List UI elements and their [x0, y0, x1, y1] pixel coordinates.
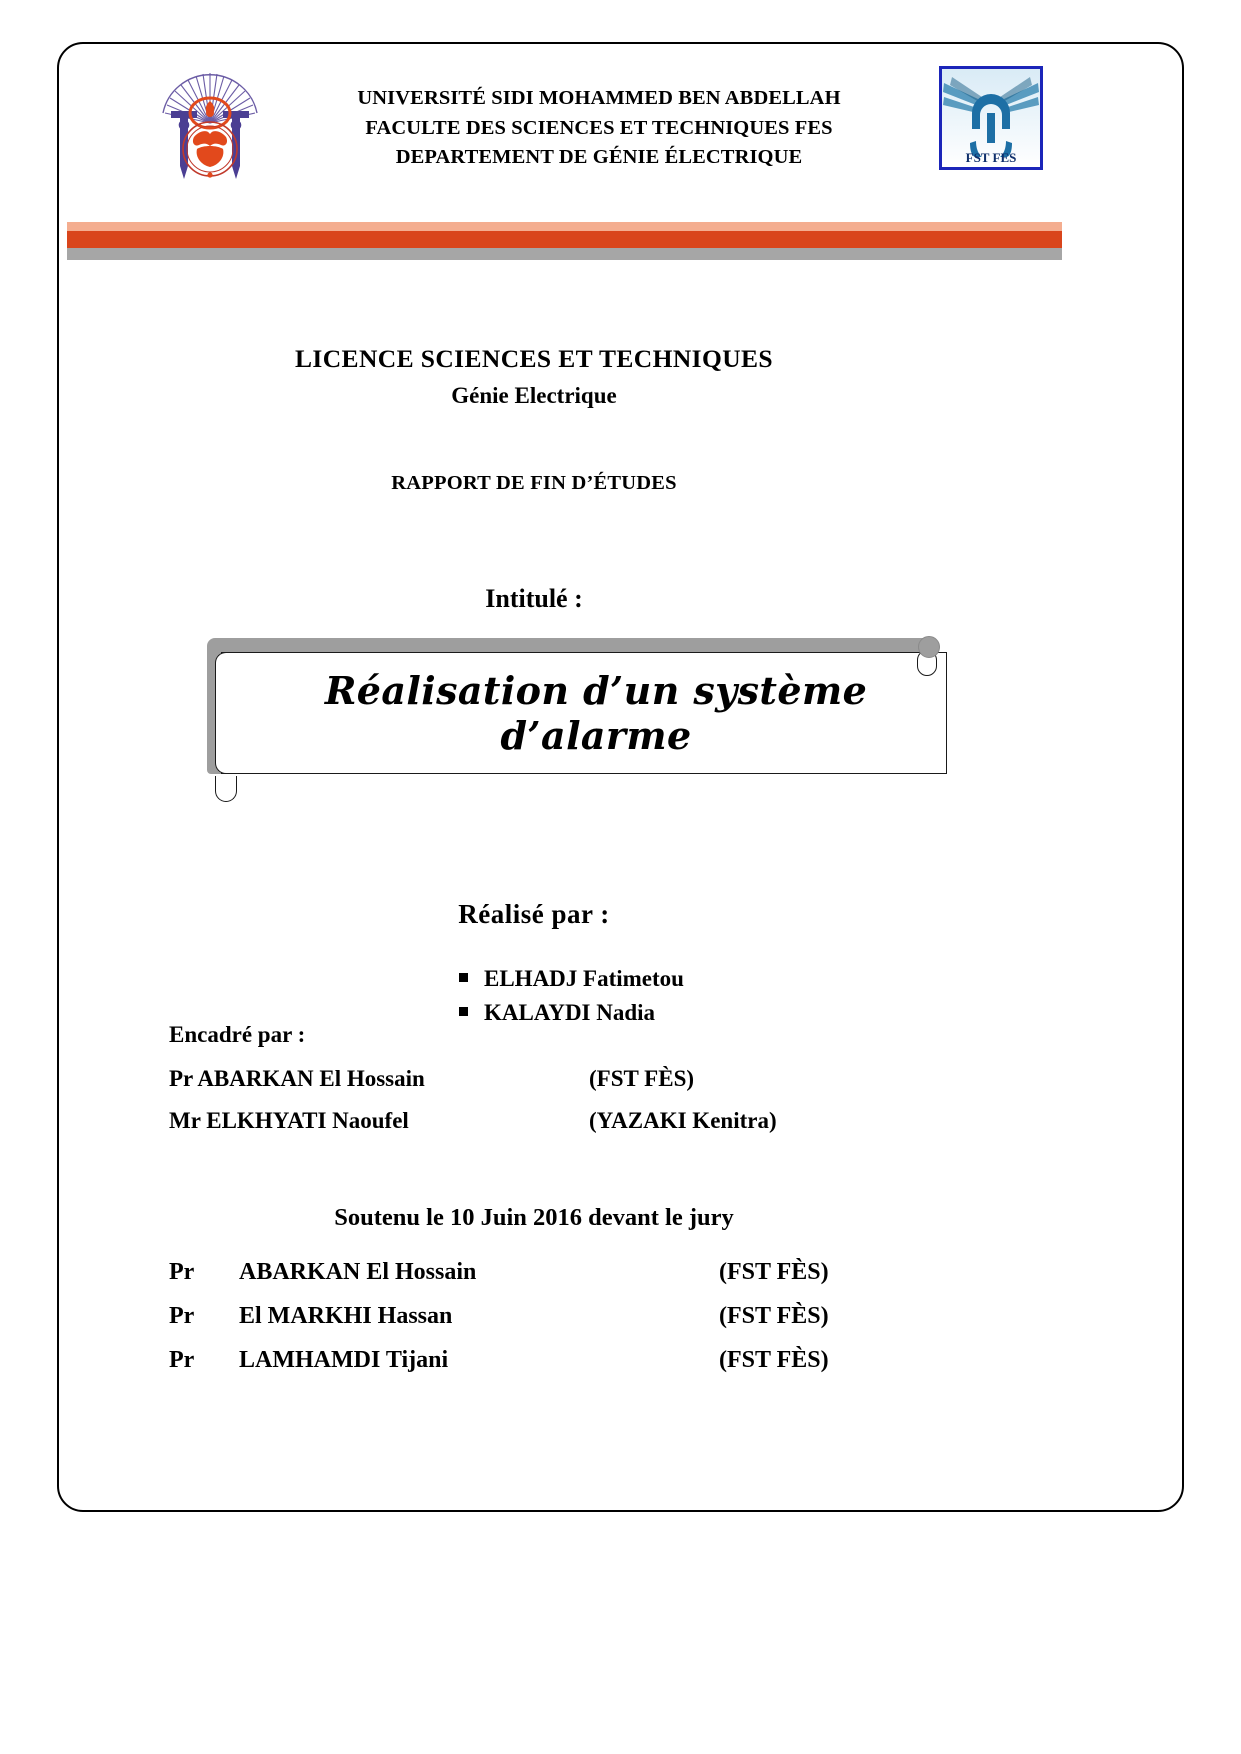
jury-member-affiliation: (FST FÈS)	[719, 1259, 829, 1285]
list-item	[459, 996, 684, 1030]
square-bullet-icon	[459, 973, 468, 982]
title-banner-bottom-curl	[215, 776, 237, 802]
jury-member-affiliation: (FST FÈS)	[719, 1347, 829, 1373]
jury-list	[169, 1259, 929, 1391]
supervisor-name: Pr ABARKAN El Hossain	[169, 1066, 425, 1091]
square-bullet-icon	[459, 1007, 468, 1016]
supervisors-list	[169, 1066, 919, 1150]
list-item	[169, 1108, 919, 1134]
fst-fes-logo	[939, 66, 1043, 170]
title-label: Intitulé :	[485, 584, 583, 613]
jury-member-name: LAMHAMDI Tijani	[239, 1347, 449, 1373]
project-title: Réalisation d’un système d’alarme	[324, 668, 868, 758]
list-item	[169, 1066, 919, 1092]
supervisor-affiliation: (FST FÈS)	[589, 1066, 695, 1091]
jury-member-affiliation: (FST FÈS)	[719, 1303, 829, 1329]
jury-member-name: El MARKHI Hassan	[239, 1303, 453, 1329]
title-banner	[207, 638, 947, 788]
supervisor-affiliation: (YAZAKI Kenitra)	[589, 1108, 777, 1133]
degree-specialty: Génie Electrique	[451, 383, 617, 408]
rule-gray	[67, 248, 1062, 260]
supervisor-name: Mr ELKHYATI Naoufel	[169, 1108, 409, 1133]
list-item	[459, 962, 684, 996]
jury-heading: Soutenu le 10 Juin 2016 devant le jury	[334, 1204, 734, 1231]
rule-orange-light	[67, 222, 1062, 231]
rule-orange	[67, 231, 1062, 248]
author-name: KALAYDI Nadia	[484, 999, 656, 1025]
institution-line-3: DEPARTEMENT DE GÉNIE ÉLECTRIQUE	[395, 146, 803, 169]
decorative-rules	[67, 222, 1062, 266]
institution-line-1: UNIVERSITÉ SIDI MOHAMMED BEN ABDELLAH	[357, 87, 841, 109]
degree-program: LICENCE SCIENCES ET TECHNIQUES	[294, 344, 773, 373]
table-row	[169, 1347, 929, 1374]
jury-member-title: Pr	[169, 1259, 195, 1285]
fst-fes-logo-caption: FST FES	[965, 150, 1017, 165]
cover-page	[57, 42, 1184, 1512]
supervisors-heading: Encadré par :	[169, 1022, 306, 1047]
jury-member-title: Pr	[169, 1303, 195, 1329]
degree-block	[119, 344, 949, 409]
table-row	[169, 1303, 929, 1330]
institution-heading	[269, 84, 929, 173]
usmba-university-logo	[151, 61, 269, 181]
author-name: ELHADJ Fatimetou	[484, 966, 684, 991]
jury-member-name: ABARKAN El Hossain	[239, 1259, 477, 1285]
institution-line-2: FACULTE DES SCIENCES ET TECHNIQUES FES	[365, 116, 833, 139]
report-type: RAPPORT DE FIN D’ÉTUDES	[391, 472, 677, 494]
authors-list	[459, 962, 684, 1029]
title-banner-left-curl	[215, 652, 237, 774]
page-header	[59, 44, 1182, 204]
authors-heading: Réalisé par :	[458, 899, 610, 929]
jury-member-title: Pr	[169, 1347, 195, 1373]
table-row	[169, 1259, 929, 1286]
